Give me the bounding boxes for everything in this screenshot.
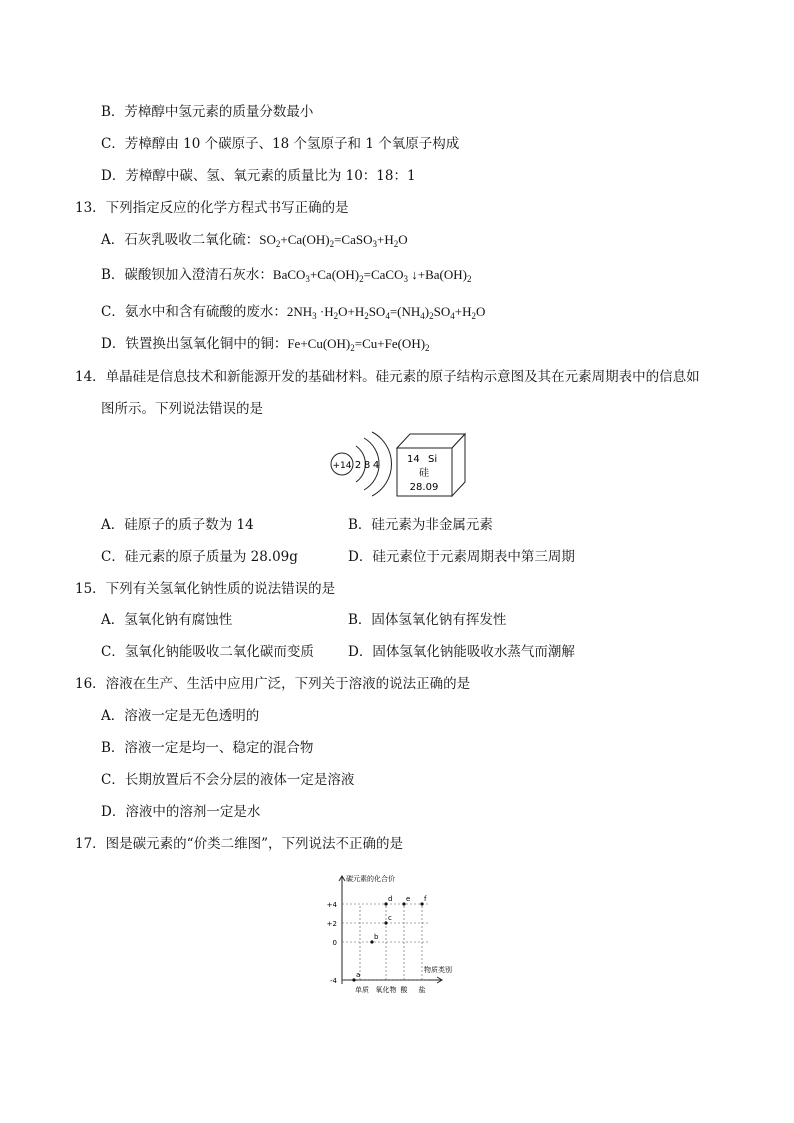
q16-option-b: B．溶液一定是均一、稳定的混合物 bbox=[101, 740, 314, 756]
equation-subscript: 2 bbox=[466, 274, 472, 284]
q17-stem: 17．图是碳元素的“价类二维图”，下列说法不正确的是 bbox=[75, 836, 403, 852]
data-point-label: f bbox=[424, 895, 427, 903]
q15-option-a: A．氢氧化钠有腐蚀性 bbox=[101, 612, 233, 628]
equation-subscript: 2 bbox=[275, 239, 281, 249]
relative-atomic-mass: 28.09 bbox=[409, 482, 439, 493]
x-axis-label: 物质类别 bbox=[424, 966, 452, 974]
equation-subscript: 2 bbox=[350, 343, 355, 353]
q14-stem-line1: 14．单晶硅是信息技术和新能源开发的基础材料。硅元素的原子结构示意图及其在元素周期表中的信息如 bbox=[75, 369, 700, 385]
equation-subscript: 2 bbox=[364, 311, 369, 321]
shell-3-electrons: 4 bbox=[372, 460, 380, 471]
equation-segment: ·H bbox=[316, 304, 334, 319]
data-point-label: c bbox=[388, 914, 392, 922]
element-name: 硅 bbox=[419, 468, 429, 479]
data-point-label: e bbox=[406, 895, 411, 903]
equation-subscript: 4 bbox=[385, 311, 390, 321]
y-tick-label: 0 bbox=[332, 939, 337, 947]
periodic-table-cell bbox=[397, 434, 465, 496]
q13-option-c-label: C．氨水中和含有硫酸的废水： bbox=[101, 304, 287, 320]
equation-segment: =CaSO bbox=[334, 232, 373, 247]
equation-segment: +Ca(OH) bbox=[280, 232, 330, 247]
atomic-structure-diagram bbox=[331, 432, 392, 496]
data-point-label: b bbox=[374, 933, 379, 941]
equation-subscript: 3 bbox=[403, 274, 408, 284]
silicon-figure bbox=[326, 428, 466, 500]
y-tick-label: -4 bbox=[330, 977, 337, 985]
q12-option-d: D．芳樟醇中碳、氢、氧元素的质量比为 10：18：1 bbox=[101, 168, 416, 184]
data-point-label: a bbox=[356, 971, 361, 979]
carbon-valence-chart bbox=[312, 868, 482, 1000]
q15-stem: 15．下列有关氢氧化钠性质的说法错误的是 bbox=[75, 581, 336, 597]
q12-option-c: C．芳樟醇由 10 个碳原子、18 个氢原子和 1 个氧原子构成 bbox=[101, 136, 460, 152]
q15-option-c: C．氢氧化钠能吸收二氧化碳而变质 bbox=[101, 644, 314, 660]
equation-segment: BaCO bbox=[272, 267, 306, 282]
equation-subscript: 3 bbox=[312, 311, 317, 321]
q13-option-b-equation bbox=[273, 267, 472, 282]
equation-segment: O bbox=[475, 304, 486, 319]
q16-stem: 16．溶液在生产、生活中应用广泛，下列关于溶液的说法正确的是 bbox=[75, 676, 471, 692]
nucleus-charge: +14 bbox=[332, 461, 352, 471]
equation-subscript: 2 bbox=[425, 343, 430, 353]
q13-option-b-label: B．碳酸钡加入澄清石灰水： bbox=[101, 267, 273, 283]
q16-option-d: D．溶液中的溶剂一定是水 bbox=[101, 804, 261, 820]
equation-segment: =(NH bbox=[389, 304, 421, 319]
x-tick-label: 盐 bbox=[418, 986, 426, 994]
q14-option-b: B．硅元素为非金属元素 bbox=[348, 517, 493, 533]
q14-option-d: D．硅元素位于元素周期表中第三周期 bbox=[348, 549, 575, 565]
equation-subscript: 2 bbox=[471, 311, 476, 321]
q14-stem-line2: 图所示。下列说法错误的是 bbox=[101, 401, 263, 417]
q16-option-a: A．溶液一定是无色透明的 bbox=[101, 708, 260, 724]
equation-subscript: 2 bbox=[333, 311, 339, 321]
equation-segment: O bbox=[398, 232, 408, 247]
q13-option-a-equation bbox=[259, 232, 407, 247]
q13-stem: 13．下列指定反应的化学方程式书写正确的是 bbox=[75, 200, 349, 216]
data-point-label: d bbox=[388, 895, 393, 903]
q13-option-c bbox=[101, 303, 485, 321]
shell-2-electrons: 8 bbox=[363, 460, 371, 471]
q12-option-b: B．芳樟醇中氢元素的质量分数最小 bbox=[101, 104, 314, 120]
equation-segment: Fe+Cu(OH) bbox=[287, 336, 351, 351]
equation-segment: ) bbox=[424, 304, 430, 319]
equation-subscript: 2 bbox=[359, 274, 364, 284]
q14-option-c: C．硅元素的原子质量为 28.09g bbox=[101, 549, 298, 565]
q13-option-d-label: D．铁置换出氢氧化铜中的铜： bbox=[101, 336, 288, 352]
equation-segment: O+H bbox=[338, 304, 365, 319]
element-symbol: Si bbox=[428, 454, 438, 465]
equation-segment: +Ca(OH) bbox=[309, 267, 360, 282]
equation-subscript: 4 bbox=[450, 311, 455, 321]
y-tick-label: +2 bbox=[326, 920, 337, 928]
equation-segment: ↓+Ba(OH) bbox=[407, 267, 467, 282]
equation-subscript: 2 bbox=[429, 311, 434, 321]
q14-option-a: A．硅原子的质子数为 14 bbox=[101, 517, 254, 533]
q16-option-c: C．长期放置后不会分层的液体一定是溶液 bbox=[101, 772, 355, 788]
y-axis-label: 碳元素的化合价 bbox=[346, 875, 395, 883]
equation-segment: =CaCO bbox=[363, 267, 404, 282]
y-tick-label: +4 bbox=[326, 901, 337, 909]
equation-segment: 2NH bbox=[286, 304, 313, 319]
q15-option-b: B．固体氢氧化钠有挥发性 bbox=[348, 612, 507, 628]
x-tick-label: 单质 bbox=[355, 986, 369, 994]
equation-subscript: 3 bbox=[305, 274, 310, 284]
q13-option-d-equation bbox=[287, 336, 429, 351]
equation-segment: +H bbox=[376, 232, 394, 247]
shell-1-electrons: 2 bbox=[354, 460, 362, 471]
equation-segment: SO bbox=[368, 304, 386, 319]
equation-segment: +H bbox=[454, 304, 472, 319]
q13-option-d bbox=[101, 335, 430, 353]
equation-subscript: 3 bbox=[372, 239, 377, 249]
equation-subscript: 2 bbox=[329, 239, 335, 249]
x-tick-label: 氧化物 bbox=[375, 986, 397, 994]
equation-segment: SO bbox=[259, 232, 276, 247]
x-tick-label: 酸 bbox=[400, 986, 408, 994]
equation-subscript: 4 bbox=[420, 311, 425, 321]
q15-option-d: D．固体氢氧化钠能吸收水蒸气而潮解 bbox=[348, 644, 575, 660]
equation-segment: SO bbox=[433, 304, 451, 319]
atomic-number: 14 bbox=[407, 454, 420, 465]
q13-option-a bbox=[101, 231, 408, 249]
q13-option-b bbox=[101, 266, 471, 284]
q13-option-a-label: A．石灰乳吸收二氧化硫： bbox=[101, 232, 260, 248]
q13-option-c-equation bbox=[287, 304, 486, 319]
equation-segment: =Cu+Fe(OH) bbox=[354, 336, 426, 351]
equation-subscript: 2 bbox=[393, 239, 399, 249]
